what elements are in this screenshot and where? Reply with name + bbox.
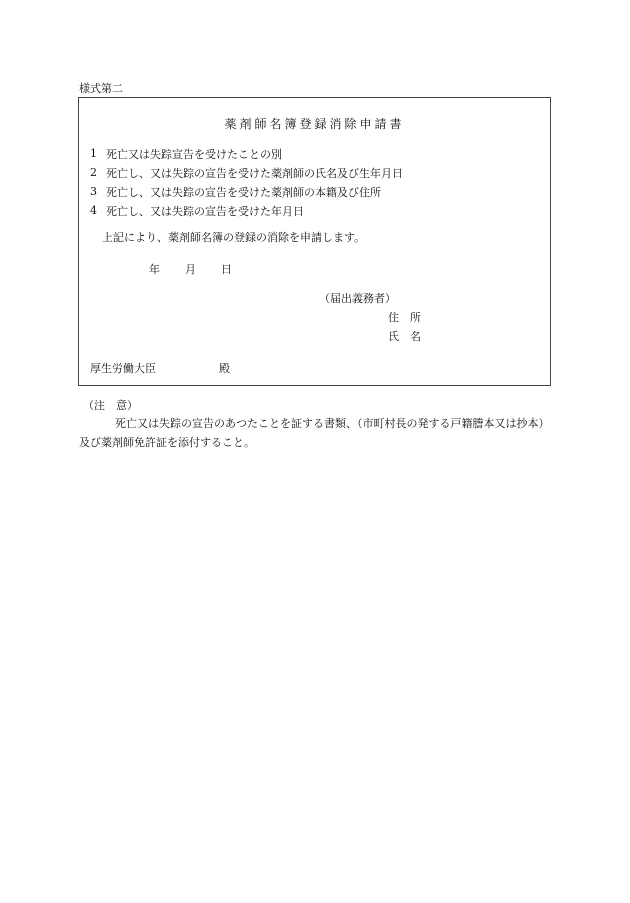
note-heading: （注 意） — [83, 399, 138, 412]
honorific-label: 殿 — [219, 362, 230, 375]
form-number-label: 様式第二 — [79, 82, 123, 95]
item-list — [90, 144, 403, 220]
item-text: 死亡し、又は失踪の宣告を受けた薬剤師の本籍及び住所 — [106, 185, 381, 199]
date-year-label: 年 — [149, 263, 160, 276]
form-title: 薬剤師名簿登録消除申請書 — [224, 117, 405, 131]
recipient-label: 厚生労働大臣 — [90, 362, 156, 375]
item-number: 2 — [90, 166, 97, 179]
list-item — [90, 144, 403, 163]
application-statement: 上記により、薬剤師名簿の登録の消除を申請します。 — [102, 231, 366, 244]
address-label: 住 所 — [388, 311, 421, 324]
item-number: 1 — [90, 147, 97, 160]
list-item — [90, 163, 403, 182]
date-month-label: 月 — [185, 263, 196, 276]
date-day-label: 日 — [221, 263, 232, 276]
note-text: 死亡又は失踪の宣告のあつたことを証する書類、（市町村長の発する戸籍謄本又は抄本）及び薬剤師免許証を添付すること。 — [79, 417, 550, 449]
notifier-label: （届出義務者） — [319, 292, 396, 305]
item-text: 死亡し、又は失踪の宣告を受けた薬剤師の氏名及び生年月日 — [106, 166, 403, 180]
item-number: 3 — [90, 185, 97, 198]
list-item — [90, 182, 403, 201]
application-form — [78, 97, 551, 386]
item-number: 4 — [90, 204, 97, 217]
item-text: 死亡し、又は失踪の宣告を受けた年月日 — [106, 204, 304, 218]
list-item — [90, 201, 403, 220]
item-text: 死亡又は失踪宣告を受けたことの別 — [106, 147, 282, 161]
name-label: 氏 名 — [388, 330, 421, 343]
